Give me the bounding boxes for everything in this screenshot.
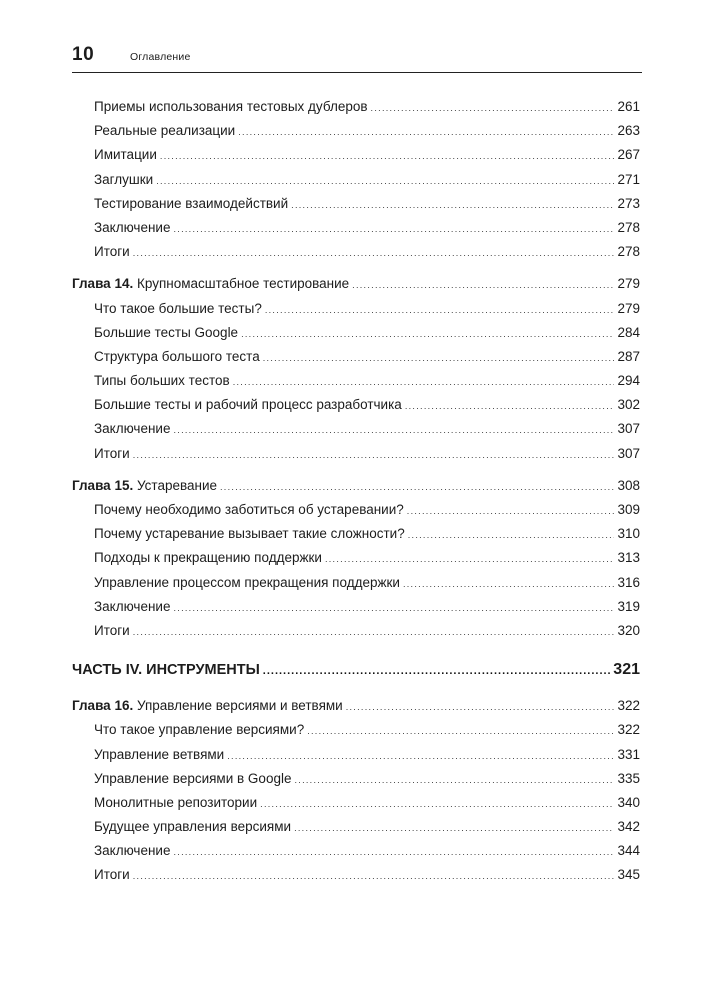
toc-entry-page: 307 (617, 445, 640, 461)
dot-leader (263, 665, 611, 677)
running-head (72, 40, 642, 73)
toc-entry-page: 307 (617, 421, 640, 437)
toc-entry-title: Заключение (94, 219, 171, 235)
toc-entry[interactable] (72, 397, 640, 421)
toc-entry-title: Будущее управления версиями (94, 819, 292, 835)
dot-leader (173, 847, 614, 857)
toc-entry-page: 313 (617, 550, 640, 566)
toc-entry[interactable] (72, 526, 640, 550)
dot-leader (133, 627, 615, 637)
toc-entry-page: 319 (617, 598, 640, 614)
toc-entry[interactable] (72, 421, 640, 445)
toc-entry[interactable] (72, 550, 640, 574)
toc-entry-page: 335 (617, 770, 640, 786)
toc-entry-page: 271 (617, 171, 640, 187)
toc-entry-page: 316 (617, 574, 640, 590)
toc-entry-page: 309 (617, 502, 640, 517)
chapter-label: Глава 14. (72, 276, 134, 292)
toc-entry-page: 263 (617, 123, 640, 139)
toc-entry-title: Управление версиями в Google (94, 770, 292, 786)
dot-leader (173, 603, 614, 613)
toc-entry[interactable] (72, 244, 640, 268)
dot-leader (291, 200, 614, 210)
toc-entry-title: Итоги (94, 445, 130, 461)
dot-leader (173, 425, 614, 435)
toc-entry-title: Итоги (94, 622, 130, 638)
toc-entry-page: 278 (617, 219, 640, 235)
dot-leader (371, 103, 615, 113)
toc-entry-page: 302 (617, 397, 640, 413)
toc-entry-title: Приемы использования тестовых дублеров (94, 99, 368, 114)
dot-leader (403, 579, 615, 589)
toc-entry-page: 294 (617, 373, 640, 389)
toc-entry[interactable] (72, 599, 640, 623)
toc-entry[interactable] (72, 172, 640, 196)
toc-entry-page: 287 (617, 348, 640, 364)
chapter-title: Управление версиями и ветвями (136, 698, 343, 714)
toc-entry[interactable] (72, 843, 640, 867)
toc-entry[interactable] (72, 196, 640, 220)
toc-entry-title: Подходы к прекращению поддержки (94, 550, 322, 566)
toc-entry[interactable] (72, 795, 640, 819)
toc-entry-title: Заглушки (94, 171, 154, 187)
dot-leader (408, 530, 615, 540)
toc-entry-title: Большие тесты и рабочий процесс разработчика (94, 397, 402, 413)
chapter-page: 308 (617, 477, 640, 493)
toc-entry-page: 278 (617, 244, 640, 260)
toc-entry[interactable] (72, 349, 640, 373)
toc-entry-page: 310 (617, 526, 640, 542)
toc-entry[interactable] (72, 325, 640, 349)
toc-entry-page: 267 (617, 147, 640, 163)
toc-entry[interactable] (72, 623, 640, 647)
dot-leader (238, 127, 614, 137)
toc-entry-page: 331 (617, 746, 640, 762)
running-title: Оглавление (130, 51, 191, 63)
toc-entry-page: 342 (617, 819, 640, 835)
toc-entry[interactable] (72, 502, 640, 526)
toc-entry[interactable] (72, 867, 640, 891)
toc-entry[interactable] (72, 819, 640, 843)
toc-entry-title: Итоги (94, 867, 130, 883)
dot-leader (260, 799, 614, 809)
toc-entry-page: 320 (617, 622, 640, 638)
part-title: ЧАСТЬ IV. ИНСТРУМЕНТЫ (72, 662, 260, 679)
toc-entry-page: 279 (617, 300, 640, 316)
toc-entry-title: Реальные реализации (94, 123, 236, 139)
toc-entry-title: Тестирование взаимодействий (94, 195, 289, 211)
toc-chapter-14[interactable] (72, 276, 640, 300)
chapter-page: 322 (617, 698, 640, 714)
dot-leader (294, 775, 614, 785)
dot-leader (156, 176, 614, 186)
toc-entry[interactable] (72, 147, 640, 171)
table-of-contents (72, 99, 640, 892)
part-page: 321 (613, 661, 640, 679)
toc-entry[interactable] (72, 99, 640, 123)
dot-leader (405, 401, 615, 411)
toc-entry[interactable] (72, 722, 640, 746)
toc-entry-title: Управление процессом прекращения поддержки (94, 574, 400, 590)
toc-entry-title: Почему необходимо заботиться об устаревании? (94, 502, 404, 517)
toc-entry[interactable] (72, 220, 640, 244)
toc-entry-title: Заключение (94, 843, 171, 859)
toc-entry-page: 273 (617, 195, 640, 211)
dot-leader (133, 450, 615, 460)
toc-entry-title: Управление ветвями (94, 746, 225, 762)
chapter-page: 279 (617, 276, 640, 292)
toc-chapter-15[interactable] (72, 478, 640, 502)
toc-entry-title: Что такое большие тесты? (94, 300, 262, 316)
dot-leader (220, 482, 614, 492)
toc-entry[interactable] (72, 373, 640, 397)
toc-entry[interactable] (72, 123, 640, 147)
toc-entry-page: 284 (617, 324, 640, 340)
chapter-label: Глава 16. (72, 698, 134, 714)
toc-entry-title: Структура большого теста (94, 348, 260, 364)
dot-leader (265, 305, 615, 315)
toc-entry-page: 345 (617, 867, 640, 883)
toc-entry-page: 261 (617, 99, 640, 114)
toc-entry-page: 322 (617, 722, 640, 738)
toc-entry-title: Заключение (94, 598, 171, 614)
toc-entry-title: Что такое управление версиями? (94, 722, 305, 738)
toc-entry[interactable] (72, 575, 640, 599)
toc-entry-title: Большие тесты Google (94, 324, 239, 340)
toc-entry-title: Итоги (94, 244, 130, 260)
dot-leader (173, 224, 614, 234)
toc-part-4[interactable] (72, 661, 640, 687)
toc-entry-title: Почему устаревание вызывает такие сложности? (94, 526, 405, 542)
chapter-label: Глава 15. (72, 477, 134, 493)
toc-entry-page: 340 (617, 794, 640, 810)
dot-leader (325, 554, 615, 564)
dot-leader (133, 871, 615, 881)
toc-chapter-16[interactable] (72, 698, 640, 722)
toc-entry-title: Имитации (94, 147, 157, 163)
chapter-title: Устаревание (136, 477, 217, 493)
dot-leader (352, 280, 614, 290)
dot-leader (346, 702, 615, 712)
toc-entry-title: Заключение (94, 421, 171, 437)
chapter-title: Крупномасштабное тестирование (136, 276, 350, 292)
dot-leader (133, 248, 615, 258)
toc-entry-page: 344 (617, 843, 640, 859)
toc-entry[interactable] (72, 301, 640, 325)
dot-leader (263, 353, 615, 363)
toc-entry[interactable] (72, 771, 640, 795)
dot-leader (294, 823, 614, 833)
dot-leader (307, 726, 614, 736)
dot-leader (407, 506, 615, 516)
toc-entry-title: Монолитные репозитории (94, 794, 258, 810)
page-number: 10 (72, 44, 95, 65)
toc-entry[interactable] (72, 446, 640, 470)
dot-leader (227, 751, 614, 761)
toc-entry[interactable] (72, 747, 640, 771)
dot-leader (241, 329, 614, 339)
dot-leader (160, 151, 615, 161)
toc-entry-title: Типы больших тестов (94, 373, 230, 389)
dot-leader (233, 377, 615, 387)
